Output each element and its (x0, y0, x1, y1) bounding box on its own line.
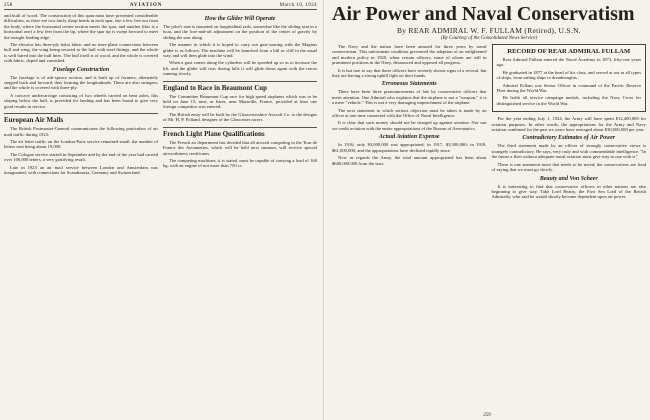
section-heading-fuselage: Fuselage Construction (52, 66, 110, 73)
body-paragraph: Now as regards the Army, the total amount appropriated has been about $600,000,000 from the start. (332, 155, 487, 166)
body-paragraph: The fuselage is of ash-spruce section, and is built up of formers, alternately stepped back and forward, thus forming the longitudinals. There are also stringers, and the whole is covered with three-ply. (4, 74, 158, 91)
body-paragraph: and built of wood. The construction of this span must have presented considerable difficulties, as there are two fairly sharp bends in each spar, one a few feet out from the body, where the horizontal center section meets the spar, and another (this is a horizontal one) a few feet from the tip, where the spar tip is swept forward to meet the straight leading edge. (4, 13, 158, 40)
body-paragraph: The Navy and the nation have been amused for three years by naval conservatism. This unfortunate condition prevented the adoption of an enlightened and modern policy in 1920, when certain officers, some of whom are still in prominent positions in the Navy, denounced and opposed all progress. (332, 44, 487, 66)
body-paragraph: The pilot's seat is mounted on longitudinal rails, somewhat like the sliding seat in a boat, and the fore-and-aft adjustment on the position of the center of gravity by sliding the seat along. (163, 24, 317, 40)
magazine-name: AVIATION (129, 3, 163, 8)
record-box-title: RECORD OF REAR ADMIRAL FULLAM (507, 48, 631, 55)
section-heading-actual: Actual Aviation Expense (378, 134, 440, 141)
article-title: Air Power and Naval Conservatism (332, 3, 635, 25)
left-column-1 (4, 13, 158, 177)
right-page (324, 0, 650, 420)
section-heading-beauty: Beauty and Von Scheer (539, 175, 598, 182)
body-paragraph: The air letter traffic on the London-Paris service remained small, the number of letters sent being about 19,000. (4, 138, 158, 150)
running-head-left (4, 3, 317, 10)
left-page (0, 0, 324, 420)
article-byline: By REAR ADMIRAL W. F. FULLAM (Retired), U.S.N. (397, 26, 581, 35)
article-courtesy: (By Courtesy of the Consolidated News Service) (440, 36, 538, 41)
issue-date: March 10, 1924 (279, 3, 317, 8)
body-paragraph: The British Postmaster-General communicates the following particulars of air mail traffic during 1923: (4, 126, 158, 137)
record-line: He holds all service campaign medals, including the Navy Cross for distinguished service in the World War. (496, 95, 641, 106)
body-paragraph: The Cologne service started in September and by the end of the year had carried over 106,000 letters, a very gratifying result. (4, 151, 158, 163)
section-heading-airmails: European Air Mails (4, 113, 158, 124)
section-heading-french: French Light Plane Qualifications (163, 127, 317, 138)
body-paragraph: There is one statement more that needs to be noted; the conservatives are fond of saying that we must go slowly. (491, 161, 646, 173)
record-line: He graduated in 1877 at the head of his class, and served at sea in all types of ships, from sailing ships to dreadnoughts. (496, 69, 641, 81)
left-column-2 (163, 13, 317, 177)
body-paragraph: When a gust comes along the cylinders will be speeded up so as to increase the lift, and the glider will rise; during lulls it will glide down again with the rotors running slowly. (163, 60, 317, 77)
body-paragraph: The French air department has decided that all aircraft competing in the Tour de France des Avionnettes, which will be held next summer, will receive special airworthiness certificates. (163, 139, 317, 156)
body-paragraph: For the year ending July 1, 1924, the Army will have spent $12,400,000 for aviation purposes. In other words, the appropriations for the Army and Navy aviation combined for the past six years have averaged about $30,000,000 per year. (491, 116, 646, 133)
body-paragraph: It is interesting to find that conservative officers in other nations are also beginning to give way. Take Lord Beatty, the First Sea Lord of the British Admiralty, who said he would shortly become dependent upon air power. (491, 183, 646, 200)
section-heading-england: England to Race in Beaumont Cup (163, 81, 317, 92)
page-number: 258 (4, 3, 13, 8)
body-paragraph: It is but true to say that these officers have recently shown signs of a revival, but they are having a strong uphill fight on their hands. (332, 67, 487, 79)
body-paragraph: The next statement to which serious objection must be taken is made by an officer at one time connected with the Office of Naval Intelligence. (332, 107, 487, 119)
body-paragraph: Late in 1923 an air mail service between London and Amsterdam was inaugurated, with connections for Scandinavia, Germany and Switzerland. (4, 164, 158, 175)
body-paragraph: In 1916, only $3,000,000 was appropriated; in 1917, $3,500,000; in 1918, $61,000,000; and the appropriations have declined rapidly since. (332, 142, 487, 153)
body-paragraph: There have been three pronouncements of late by conservative officers that merit attention. One Admiral who explains that the airplane is not a "weapon," it is a mere "vehicle." This is not a very damaging impeachment of the airplane. (332, 89, 487, 106)
body-paragraph: The elevator has three-ply balsa fabric and no inter-plane connections between hull and wing, the wing being secured to the hull with steel fittings, and the whole is well faired into the hull lines. The hull itself is of wood, and the whole is covered with fabric, doped and varnished. (4, 42, 158, 64)
record-line: Rear Admiral Fullam entered the Naval Academy in 1873, fifty-one years ago. (496, 57, 641, 68)
left-columns (4, 13, 317, 177)
body-paragraph: It is clear that such money should not be charged up against aviation. Nor can we credit aviation with the entire appropriations of the Bureau of Aeronautics. (332, 120, 487, 131)
body-paragraph: A concave undercarriage consisting of two wheels carried on bent axles, this sloping below the hull, is provided for landing and has been found to give very good results in service. (4, 92, 158, 109)
body-paragraph: The third statement made by an officer of strongly conservative views is strangely contradictory. He says, very truly and with commendable intelligence: "In the future a fleet without adequate naval aviation must give way to one with it." (491, 143, 646, 160)
body-paragraph: The competing machines, it is stated, must be capable of carrying a load of 160 kg. with an engine of not more than 750 cc. (163, 157, 317, 169)
body-paragraph: The Committee Beaumont Cup race for high speed airplanes which was to be held on June 15, next, at Istres, near Marseille, France, provided at least one foreign competitor was entered. (163, 93, 317, 110)
section-heading-contradictory: Contradictory Estimates of Air Power (522, 135, 616, 142)
folio-number: 259 (483, 413, 491, 418)
right-column-1 (332, 44, 487, 202)
body-paragraph: The manner in which it is hoped to carry out gust-soaring with the Magnus glider is as follows. The machine will be launched from a hill or cliff in the usual way, and will then glide into the wind. (163, 42, 317, 59)
body-paragraph: The British entry will be built by the Gloucestershire Aircraft Co. to the designs of Mr. H. P. Folland, designer of the Gloucester racers. (163, 111, 317, 123)
right-columns (332, 44, 646, 202)
record-line: Admiral Fullam was Senior Officer in command of the Pacific Reserve Fleet during the World War. (496, 82, 641, 94)
right-column-2 (492, 44, 647, 202)
section-heading-erroneous: Erroneous Statements (381, 81, 437, 88)
record-sidebar-box (492, 44, 647, 112)
section-heading-glider: How the Glider Will Operate (204, 16, 276, 22)
